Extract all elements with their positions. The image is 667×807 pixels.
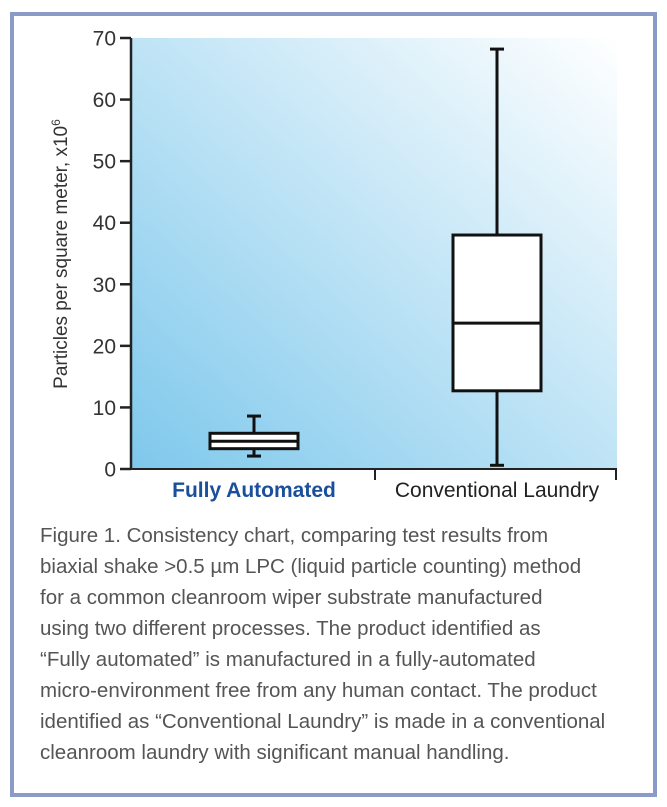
x-category-label: Conventional Laundry: [394, 479, 600, 502]
y-tick-label: 20: [92, 335, 116, 359]
plot-area-background: [131, 38, 617, 470]
y-tick-label: 60: [92, 89, 116, 113]
y-tick-label: 0: [104, 458, 116, 482]
y-tick-label: 30: [92, 273, 116, 297]
caption-line: Figure 1. Consistency chart, comparing test results from: [40, 524, 549, 547]
caption-line: micro-environment free from any human contact. The product: [40, 679, 597, 702]
box-iqr: [453, 235, 541, 391]
caption-line: identified as “Conventional Laundry” is made in a conventional: [40, 710, 606, 733]
y-tick-label: 70: [92, 27, 116, 51]
caption-line: using two different processes. The product identified as: [40, 617, 541, 640]
y-axis-title: Particles per square meter, $x10^6$: [49, 119, 72, 389]
caption-line: biaxial shake >0.5 µm LPC (liquid particle counting) method: [40, 555, 582, 578]
y-tick-label: 10: [92, 396, 116, 420]
y-tick-label: 40: [92, 212, 116, 236]
caption-line: cleanroom laundry with significant manual handling.: [40, 741, 510, 764]
figure-caption: [40, 520, 640, 768]
y-tick-label: 50: [92, 150, 116, 174]
caption-line: for a common cleanroom wiper substrate manufactured: [40, 586, 543, 609]
caption-line: “Fully automated” is manufactured in a fully-automated: [40, 648, 536, 671]
x-category-label: Fully Automated: [172, 479, 336, 502]
